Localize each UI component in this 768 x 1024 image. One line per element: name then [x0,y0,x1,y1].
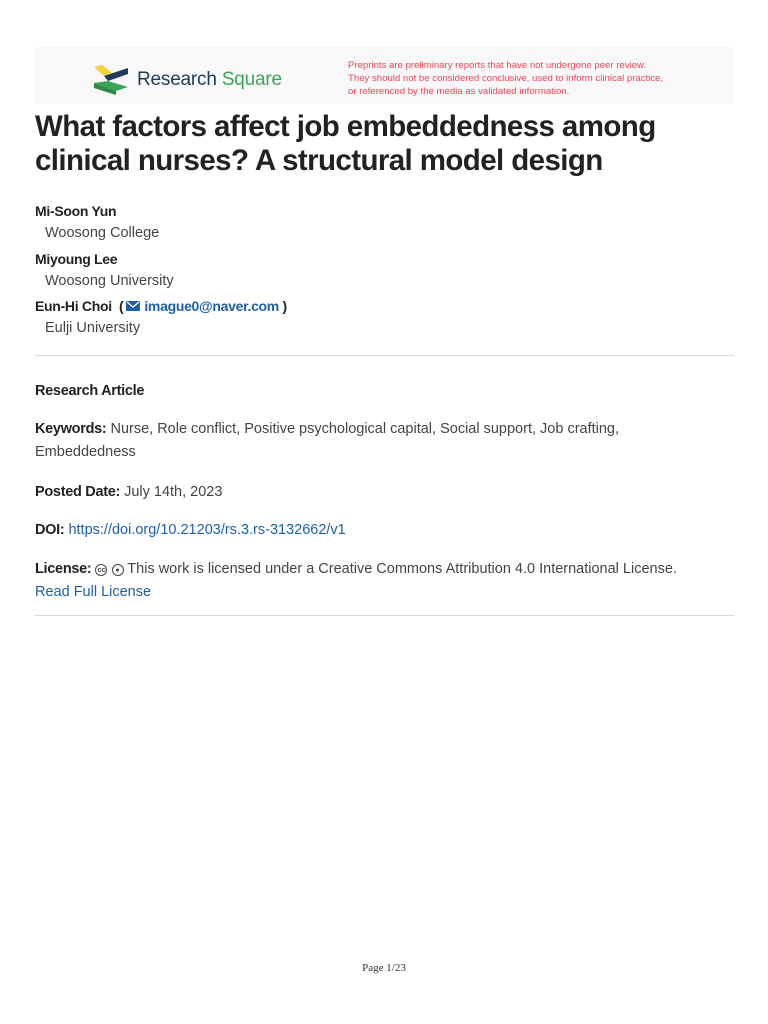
author-name: Eun-Hi Choi [35,298,112,314]
research-square-logo-icon [94,65,130,95]
author-name: Miyoung Lee [35,251,118,267]
article-type: Research Article [35,383,145,399]
author-name: Mi-Soon Yun [35,203,117,219]
divider [35,355,734,356]
corresponding-author: Eun-Hi Choi ( imague0@naver.com ) [35,298,287,314]
attribution-icon: ● [112,564,124,576]
research-square-logo[interactable] [94,65,282,95]
license: License: cc ● This work is licensed under a Creative Commons Attribution 4.0 International License. Read Full License [35,561,677,600]
logo-text: Research Square [137,69,282,90]
author-email-link[interactable]: imague0@naver.com [144,298,279,314]
preprint-disclaimer: Preprints are preliminary reports that have not undergone peer review. They should not be considered conclusive, used to inform clinical practice, or referenced by the media as validated information. [348,60,664,97]
envelope-icon [126,301,140,311]
divider [35,615,734,616]
doi: DOI: https://doi.org/10.21203/rs.3.rs-3132662/v1 [35,522,346,538]
header-banner [35,47,733,104]
keywords: Keywords: Nurse, Role conflict, Positive psychological capital, Social support, Job crafting, Embeddedness [35,421,620,460]
posted-date: Posted Date: July 14th, 2023 [35,484,223,500]
page-number: Page 1/23 [362,962,406,974]
read-full-license-link[interactable]: Read Full License [35,584,152,600]
author-affiliation: Woosong College [45,225,160,241]
author-affiliation: Woosong University [45,273,174,289]
author-affiliation: Eulji University [45,320,141,336]
creative-commons-icon: cc [95,564,107,576]
page-title: What factors affect job embeddedness among clinical nurses? A structural model design [35,110,656,177]
doi-link[interactable]: https://doi.org/10.21203/rs.3.rs-3132662/v1 [68,522,346,538]
